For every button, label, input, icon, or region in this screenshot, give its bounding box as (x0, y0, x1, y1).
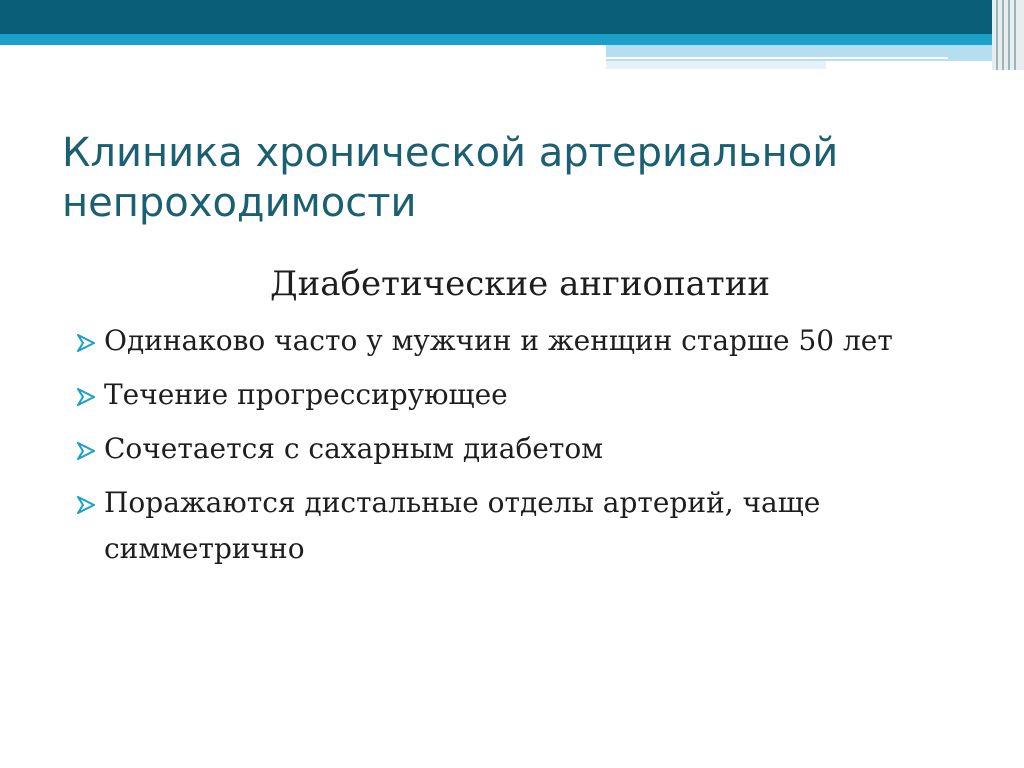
header-band-divider (606, 57, 948, 59)
corner-stripe (1002, 0, 1004, 70)
slide-subtitle: Диабетические ангиопатии (269, 264, 771, 304)
bullet-text: Сочетается с сахарным диабетом (104, 432, 603, 465)
arrow-bullet-icon (76, 334, 96, 352)
bullet-item (74, 480, 974, 572)
bullet-item (74, 426, 974, 472)
bullet-text: Одинаково часто у мужчин и женщин старше 50 лет (104, 324, 893, 357)
bullet-item (74, 318, 974, 364)
corner-stripe (996, 0, 998, 70)
arrow-bullet-icon (76, 442, 96, 460)
bullet-text: Поражаются дистальные отделы артерий, чаще симметрично (104, 486, 821, 565)
corner-stripe (1008, 0, 1010, 70)
corner-stripe (1014, 0, 1016, 70)
header-band-pale (606, 61, 826, 69)
arrow-bullet-icon (76, 496, 96, 514)
bullet-text: Течение прогрессирующее (104, 378, 508, 411)
bullet-item (74, 372, 974, 418)
slide-title: Клиника хронической артериальной непроходимости (62, 130, 839, 226)
bullet-list (74, 318, 974, 580)
arrow-bullet-icon (76, 388, 96, 406)
header-band-bright (0, 34, 1024, 45)
corner-decoration (992, 0, 1024, 70)
header-band-dark (0, 0, 1024, 34)
